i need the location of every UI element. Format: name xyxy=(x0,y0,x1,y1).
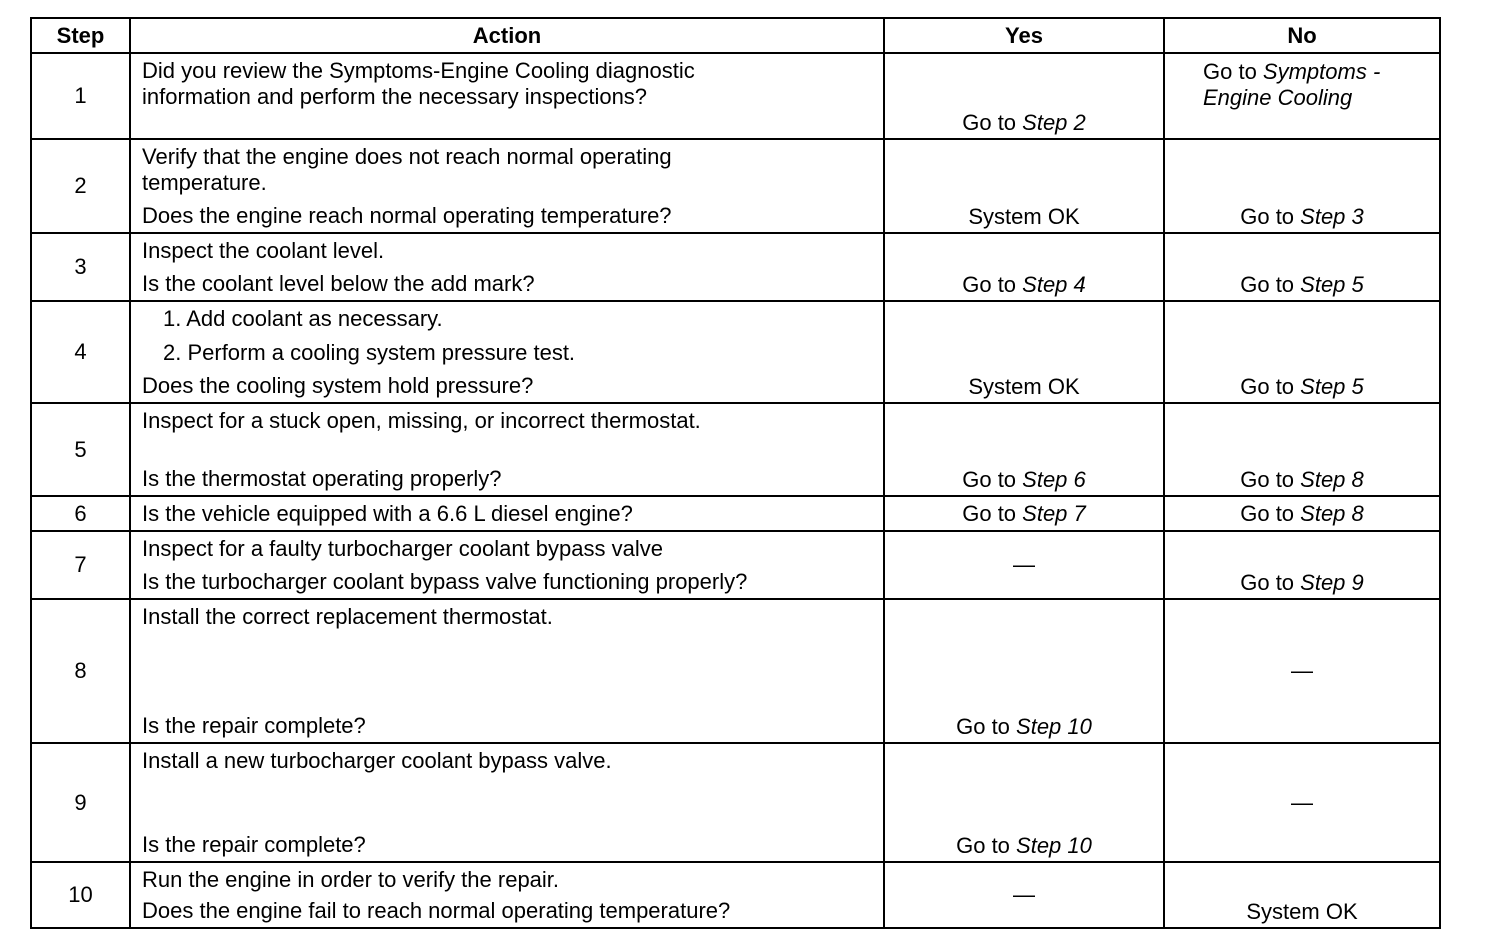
step-number: 6 xyxy=(31,496,130,531)
table-row xyxy=(31,862,1440,928)
table-row xyxy=(31,743,1440,862)
no-prefix: Go to xyxy=(1240,204,1301,229)
no-cell xyxy=(1164,496,1440,531)
no-step-ref: Step 9 xyxy=(1300,570,1364,595)
step-number: 2 xyxy=(31,139,130,233)
action-question: Does the cooling system hold pressure? xyxy=(142,373,534,398)
yes-prefix: Go to xyxy=(962,110,1023,135)
yes-cell xyxy=(884,301,1164,403)
yes-prefix: Go to xyxy=(962,500,1023,526)
no-prefix: Go to xyxy=(1203,59,1263,84)
yes-cell xyxy=(884,531,1164,599)
action-line: temperature. xyxy=(142,170,267,195)
no-cell xyxy=(1164,139,1440,233)
action-question: Is the vehicle equipped with a 6.6 L diesel engine? xyxy=(142,501,633,526)
no-ref-line2: Engine Cooling xyxy=(1203,85,1353,110)
no-cell xyxy=(1164,743,1440,862)
action-line: Inspect for a stuck open, missing, or incorrect thermostat. xyxy=(142,408,701,433)
yes-cell xyxy=(884,862,1164,928)
action-cell xyxy=(130,233,884,301)
yes-step-ref: Step 4 xyxy=(1022,272,1086,297)
action-question: Is the turbocharger coolant bypass valve functioning properly? xyxy=(142,569,748,594)
yes-cell xyxy=(884,599,1164,743)
table-row xyxy=(31,139,1440,233)
no-dash: — xyxy=(1291,658,1313,683)
action-line: Inspect for a faulty turbocharger coolant bypass valve xyxy=(142,536,663,561)
no-cell xyxy=(1164,531,1440,599)
yes-prefix: Go to xyxy=(962,272,1023,297)
yes-cell xyxy=(884,53,1164,139)
table-row xyxy=(31,301,1440,403)
header-yes: Yes xyxy=(884,18,1164,53)
table-row xyxy=(31,403,1440,496)
action-line: information and perform the necessary inspections? xyxy=(142,84,648,109)
action-cell xyxy=(130,53,884,139)
yes-prefix: Go to xyxy=(962,467,1023,492)
no-prefix: Go to xyxy=(1240,570,1301,595)
table-row xyxy=(31,599,1440,743)
no-prefix: Go to xyxy=(1240,272,1301,297)
action-substep: 1. Add coolant as necessary. xyxy=(163,306,443,331)
table-row xyxy=(31,53,1440,139)
step-number: 3 xyxy=(31,233,130,301)
yes-cell xyxy=(884,403,1164,496)
no-prefix: Go to xyxy=(1240,500,1301,526)
no-step-ref: Step 3 xyxy=(1300,204,1364,229)
no-cell xyxy=(1164,599,1440,743)
yes-cell xyxy=(884,496,1164,531)
step-number: 4 xyxy=(31,301,130,403)
step-number: 7 xyxy=(31,531,130,599)
action-line: Verify that the engine does not reach normal operating xyxy=(142,144,672,169)
yes-cell xyxy=(884,139,1164,233)
no-cell xyxy=(1164,53,1440,139)
yes-prefix: Go to xyxy=(956,833,1017,858)
action-cell xyxy=(130,862,884,928)
no-cell xyxy=(1164,233,1440,301)
no-text: System OK xyxy=(1246,899,1358,924)
step-number: 9 xyxy=(31,743,130,862)
action-cell xyxy=(130,599,884,743)
action-substep: 2. Perform a cooling system pressure test. xyxy=(163,340,576,365)
yes-step-ref: Step 10 xyxy=(1016,714,1092,739)
yes-step-ref: Step 2 xyxy=(1022,110,1086,135)
action-line: Run the engine in order to verify the repair. xyxy=(142,867,560,892)
action-cell xyxy=(130,531,884,599)
action-question: Is the thermostat operating properly? xyxy=(142,466,502,491)
table-row xyxy=(31,496,1440,531)
yes-prefix: Go to xyxy=(956,714,1017,739)
yes-text: System OK xyxy=(968,374,1080,399)
yes-dash: — xyxy=(1013,552,1035,577)
action-question: Does the engine fail to reach normal operating temperature? xyxy=(142,898,731,923)
action-cell xyxy=(130,301,884,403)
step-number: 5 xyxy=(31,403,130,496)
no-cell xyxy=(1164,403,1440,496)
step-number: 1 xyxy=(31,53,130,139)
no-prefix: Go to xyxy=(1240,374,1301,399)
action-line: Install the correct replacement thermostat. xyxy=(142,604,553,629)
action-cell xyxy=(130,139,884,233)
step-number: 8 xyxy=(31,599,130,743)
action-cell xyxy=(130,743,884,862)
no-step-ref: Step 5 xyxy=(1300,272,1364,297)
action-question: Is the repair complete? xyxy=(142,832,366,857)
action-question: Is the coolant level below the add mark? xyxy=(142,271,535,296)
yes-step-ref: Step 10 xyxy=(1016,833,1092,858)
table-row xyxy=(31,233,1440,301)
no-step-ref: Step 8 xyxy=(1300,500,1364,526)
no-dash: — xyxy=(1291,789,1313,815)
step-number: 10 xyxy=(31,862,130,928)
header-row xyxy=(31,18,1440,53)
action-line: Install a new turbocharger coolant bypass valve. xyxy=(142,748,612,773)
no-prefix: Go to xyxy=(1240,467,1301,492)
yes-dash: — xyxy=(1013,882,1035,907)
no-cell xyxy=(1164,862,1440,928)
action-cell xyxy=(130,403,884,496)
no-step-ref: Step 5 xyxy=(1300,374,1364,399)
yes-cell xyxy=(884,233,1164,301)
no-cell xyxy=(1164,301,1440,403)
yes-step-ref: Step 7 xyxy=(1022,500,1086,526)
header-step: Step xyxy=(31,18,130,53)
header-no: No xyxy=(1164,18,1440,53)
action-cell xyxy=(130,496,884,531)
yes-text: System OK xyxy=(968,204,1080,229)
action-line: Inspect the coolant level. xyxy=(142,238,385,263)
action-line: Did you review the Symptoms-Engine Cooling diagnostic xyxy=(142,58,695,83)
action-question: Does the engine reach normal operating temperature? xyxy=(142,203,672,228)
action-question: Is the repair complete? xyxy=(142,713,366,738)
header-action: Action xyxy=(130,18,884,53)
yes-step-ref: Step 6 xyxy=(1022,467,1086,492)
diagnostic-table xyxy=(30,17,1441,929)
table-row xyxy=(31,531,1440,599)
yes-cell xyxy=(884,743,1164,862)
no-ref-line1: Symptoms - xyxy=(1262,59,1381,84)
no-step-ref: Step 8 xyxy=(1300,467,1364,492)
